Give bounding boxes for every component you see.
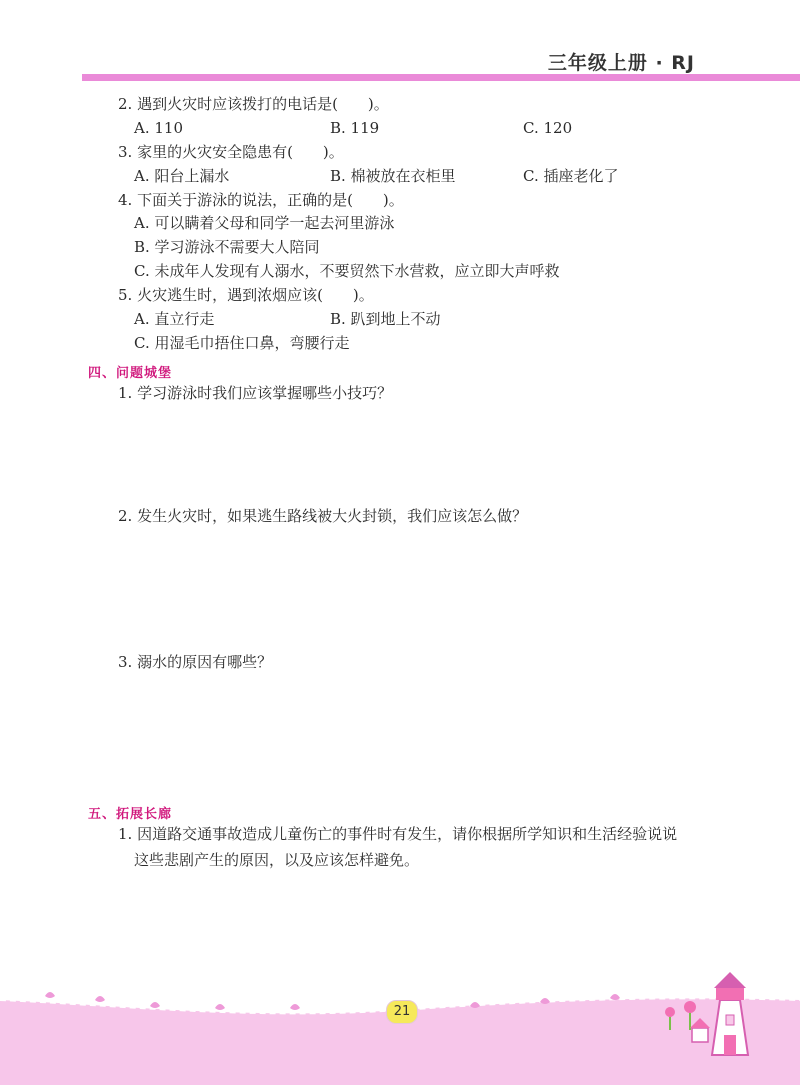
question-5-option-a: A. 直立行走 xyxy=(134,310,215,328)
question-3-option-b: B. 棉被放在衣柜里 xyxy=(330,167,456,185)
question-3-option-c: C. 插座老化了 xyxy=(523,167,619,185)
question-4-stem: 4. 下面关于游泳的说法，正确的是( )。 xyxy=(118,191,404,209)
question-2-option-a: A. 110 xyxy=(134,119,183,137)
question-2-option-b: B. 119 xyxy=(330,119,380,137)
header-band xyxy=(82,74,800,81)
section-4-question-3: 3. 溺水的原因有哪些？ xyxy=(118,653,273,671)
question-2-stem: 2. 遇到火灾时应该拨打的电话是( )。 xyxy=(118,95,389,113)
question-4-option-c: C. 未成年人发现有人溺水，不要贸然下水营救，应立即大声呼救 xyxy=(134,262,560,280)
section-4-title: 四、问题城堡 xyxy=(88,366,173,381)
question-3-stem: 3. 家里的火灾安全隐患有( )。 xyxy=(118,143,344,161)
question-3-option-a: A. 阳台上漏水 xyxy=(134,167,230,185)
question-5-stem: 5. 火灾逃生时，遇到浓烟应该( )。 xyxy=(118,286,374,304)
grade-header: 三年级上册 · RJ xyxy=(547,52,695,74)
section-4-question-2: 2. 发生火灾时，如果逃生路线被大火封锁，我们应该怎么做？ xyxy=(118,507,528,525)
question-4-option-b: B. 学习游泳不需要大人陪同 xyxy=(134,238,320,256)
section-5-title: 五、拓展长廊 xyxy=(88,807,173,822)
question-5-option-b: B. 趴到地上不动 xyxy=(330,310,441,328)
question-5-option-c: C. 用湿毛巾捂住口鼻，弯腰行走 xyxy=(134,334,350,352)
page-number: 21 xyxy=(386,1000,418,1024)
section-5-question-1-line-2: 这些悲剧产生的原因，以及应该怎样避免。 xyxy=(134,851,420,869)
section-5-question-1-line-1: 1. 因道路交通事故造成儿童伤亡的事件时有发生，请你根据所学知识和生活经验说说 xyxy=(118,825,678,843)
question-4-option-a: A. 可以瞒着父母和同学一起去河里游泳 xyxy=(134,214,395,232)
lighthouse-icon xyxy=(712,972,748,1055)
section-4-question-1: 1. 学习游泳时我们应该掌握哪些小技巧？ xyxy=(118,384,393,402)
question-2-option-c: C. 120 xyxy=(523,119,573,137)
